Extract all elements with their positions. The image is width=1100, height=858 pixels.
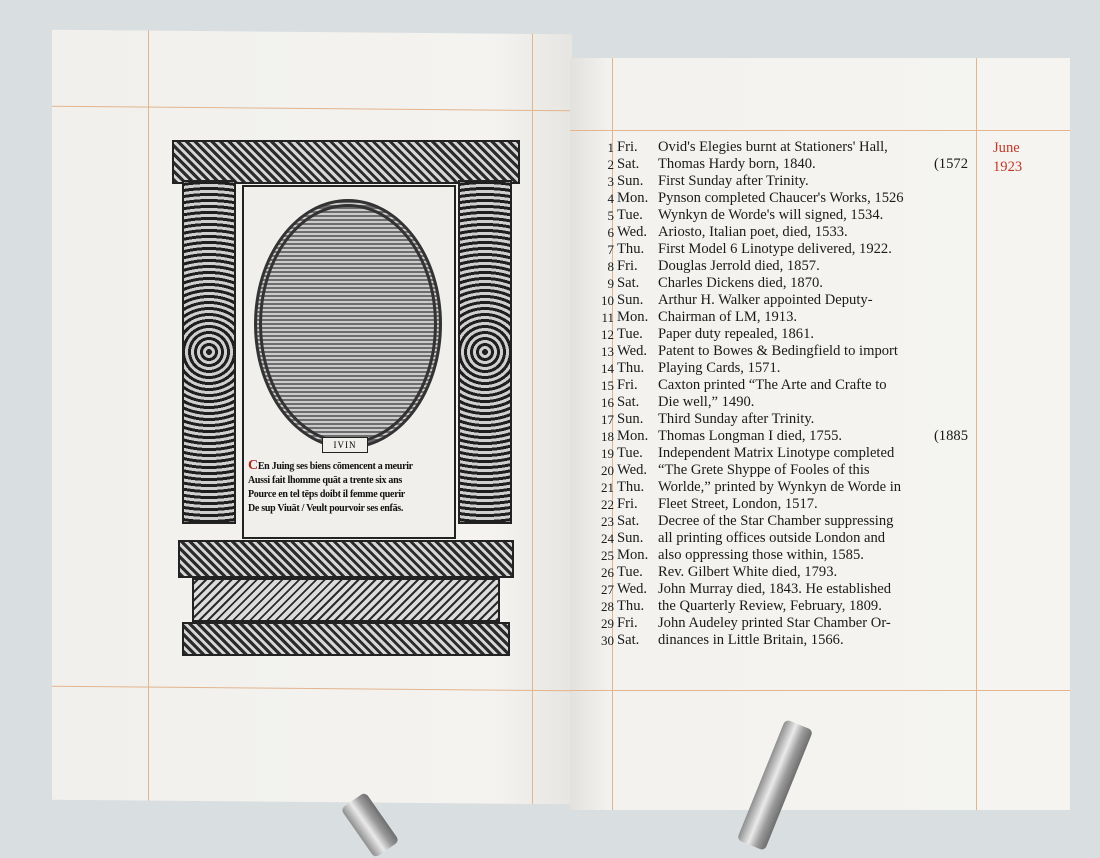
event-text: Caxton printed “The Arte and Crafte to	[658, 377, 887, 393]
event-text: Thomas Longman I died, 1755.	[658, 428, 843, 444]
event-text: John Murray died, 1843. He established	[658, 581, 892, 597]
day-number: 8	[607, 259, 614, 274]
day-number: 18	[601, 429, 614, 444]
weekday: Tue.	[617, 207, 643, 223]
weekday: Wed.	[617, 462, 648, 478]
weekday: Fri.	[617, 139, 638, 155]
event-text: Ariosto, Italian poet, died, 1533.	[658, 224, 848, 240]
weekday: Mon.	[617, 428, 649, 444]
event-text: all printing offices outside London and	[658, 530, 886, 546]
calendar-row	[600, 564, 972, 581]
weekday: Thu.	[617, 360, 645, 376]
event-text: Chairman of LM, 1913.	[658, 309, 798, 325]
verse	[248, 459, 450, 516]
red-initial: C	[248, 458, 258, 473]
weekday: Wed.	[617, 224, 648, 240]
calendar-row	[600, 581, 972, 598]
calendar-row	[600, 445, 972, 462]
day-number: 5	[607, 208, 614, 223]
calendar-row	[600, 224, 972, 241]
calendar-row	[600, 326, 972, 343]
calendar-row	[600, 360, 972, 377]
oval-scene	[254, 199, 442, 449]
weekday: Sun.	[617, 411, 644, 427]
month: June	[993, 140, 1020, 156]
event-text: Fleet Street, London, 1517.	[658, 496, 818, 512]
weekday: Tue.	[617, 564, 643, 580]
event-text: First Model 6 Linotype delivered, 1922.	[658, 241, 892, 257]
day-number: 25	[601, 548, 614, 563]
day-number: 11	[601, 310, 614, 325]
weekday: Sun.	[617, 292, 644, 308]
day-number: 24	[601, 531, 614, 546]
day-number: 6	[607, 225, 614, 240]
event-text: “The Grete Shyppe of Fooles of this	[658, 462, 870, 478]
year-note: (1572	[933, 156, 968, 172]
weekday: Sat.	[617, 394, 640, 410]
weekday: Wed.	[617, 581, 648, 597]
weekday: Fri.	[617, 615, 638, 631]
weekday: Mon.	[617, 547, 649, 563]
weekday: Fri.	[617, 496, 638, 512]
weekday: Tue.	[617, 326, 643, 342]
day-number: 23	[601, 514, 614, 529]
calendar-row	[600, 156, 972, 173]
day-number: 22	[601, 497, 614, 512]
day-number: 28	[601, 599, 614, 614]
day-number: 16	[601, 395, 614, 410]
event-text: Paper duty repealed, 1861.	[658, 326, 815, 342]
weekday: Thu.	[617, 241, 645, 257]
day-number: 2	[607, 157, 614, 172]
day-number: 30	[601, 633, 614, 648]
day-number: 1	[607, 140, 614, 155]
day-number: 17	[601, 412, 614, 427]
calendar-row	[600, 292, 972, 309]
weekday: Sat.	[617, 156, 640, 172]
margin-rule	[148, 31, 149, 801]
top-cornice	[172, 140, 520, 184]
calendar-row	[600, 343, 972, 360]
calendar-row	[600, 207, 972, 224]
margin-rule	[570, 130, 1070, 131]
day-number: 29	[601, 616, 614, 631]
weekday: Sat.	[617, 513, 640, 529]
weekday: Fri.	[617, 377, 638, 393]
day-number: 10	[601, 293, 614, 308]
weekday: Mon.	[617, 190, 649, 206]
day-number: 3	[607, 174, 614, 189]
calendar-row	[600, 411, 972, 428]
event-text: Pynson completed Chaucer's Works, 1526	[658, 190, 904, 206]
event-text: Ovid's Elegies burnt at Stationers' Hall,	[658, 139, 888, 155]
margin-rule	[570, 690, 1070, 691]
right-column	[458, 180, 512, 524]
calendar-row	[600, 377, 972, 394]
day-number: 21	[601, 480, 614, 495]
day-number: 13	[601, 344, 614, 359]
day-number: 14	[601, 361, 614, 376]
calendar-row	[600, 547, 972, 564]
pedestal	[178, 540, 514, 658]
left-column	[182, 180, 236, 524]
day-number: 4	[607, 191, 614, 206]
weekday: Mon.	[617, 309, 649, 325]
calendar-row	[600, 530, 972, 547]
weekday: Thu.	[617, 598, 645, 614]
verse-line: En Juing ses biens cōmencent a meurir	[257, 461, 413, 472]
calendar-row	[600, 496, 972, 513]
margin-rule	[976, 58, 977, 810]
day-number: 26	[601, 565, 614, 580]
margin-rule	[532, 34, 533, 804]
event-text: Charles Dickens died, 1870.	[658, 275, 823, 291]
weekday: Sat.	[617, 632, 640, 648]
calendar-row	[600, 275, 972, 292]
event-text: John Audeley printed Star Chamber Or-	[658, 615, 891, 631]
year: 1923	[993, 159, 1023, 175]
calendar-row	[600, 598, 972, 615]
event-text: Rev. Gilbert White died, 1793.	[658, 564, 838, 580]
verse-line: Pource en tel tēps doibt il femme querir	[248, 489, 405, 500]
calendar-row	[600, 513, 972, 530]
calendar-row	[600, 632, 972, 649]
event-text: Independent Matrix Linotype completed	[658, 445, 895, 461]
calendar-row	[600, 479, 972, 496]
weekday: Thu.	[617, 479, 645, 495]
cartouche-label: IVIN	[322, 437, 368, 453]
calendar-row	[600, 309, 972, 326]
weekday: Fri.	[617, 258, 638, 274]
event-text: the Quarterly Review, February, 1809.	[658, 598, 882, 614]
event-text: Arthur H. Walker appointed Deputy-	[658, 292, 873, 308]
event-text: Worlde,” printed by Wynkyn de Worde in	[658, 479, 902, 495]
weekday: Sat.	[617, 275, 640, 291]
day-number: 9	[607, 276, 614, 291]
scene-panel	[242, 185, 456, 539]
event-text: dinances in Little Britain, 1566.	[658, 632, 844, 648]
event-text: Patent to Bowes & Bedingfield to import	[658, 343, 898, 359]
event-text: also oppressing those within, 1585.	[658, 547, 864, 563]
event-text: Douglas Jerrold died, 1857.	[658, 258, 820, 274]
weekday: Wed.	[617, 343, 648, 359]
event-text: Third Sunday after Trinity.	[658, 411, 815, 427]
calendar-row	[600, 258, 972, 275]
day-number: 7	[607, 242, 614, 257]
verse-line: Aussi fait lhomme quāt a trente six ans	[248, 475, 402, 486]
weekday: Sun.	[617, 530, 644, 546]
calendar-row	[600, 394, 972, 411]
calendar-row	[600, 139, 972, 156]
weekday: Sun.	[617, 173, 644, 189]
margin-rule	[52, 106, 572, 112]
margin-rule	[52, 686, 572, 692]
event-text: Die well,” 1490.	[658, 394, 755, 410]
day-number: 15	[601, 378, 614, 393]
event-text: Playing Cards, 1571.	[658, 360, 781, 376]
event-text: Thomas Hardy born, 1840.	[658, 156, 816, 172]
calendar-row	[600, 190, 972, 207]
event-text: First Sunday after Trinity.	[658, 173, 809, 189]
calendar-row	[600, 241, 972, 258]
day-number: 27	[601, 582, 614, 597]
month-heading	[993, 139, 1022, 177]
calendar-list	[600, 139, 972, 649]
weekday: Tue.	[617, 445, 643, 461]
calendar-row	[600, 173, 972, 190]
calendar-row	[600, 428, 972, 445]
year-note: (1885	[933, 428, 968, 444]
day-number: 20	[601, 463, 614, 478]
woodcut-illustration	[172, 140, 520, 660]
verse-line: De sup Viuāt / Veult pourvoir ses enfās.	[248, 503, 404, 514]
calendar-row	[600, 462, 972, 479]
event-text: Decree of the Star Chamber suppressing	[658, 513, 894, 529]
day-number: 19	[601, 446, 614, 461]
day-number: 12	[601, 327, 614, 342]
event-text: Wynkyn de Worde's will signed, 1534.	[658, 207, 884, 223]
calendar-row	[600, 615, 972, 632]
